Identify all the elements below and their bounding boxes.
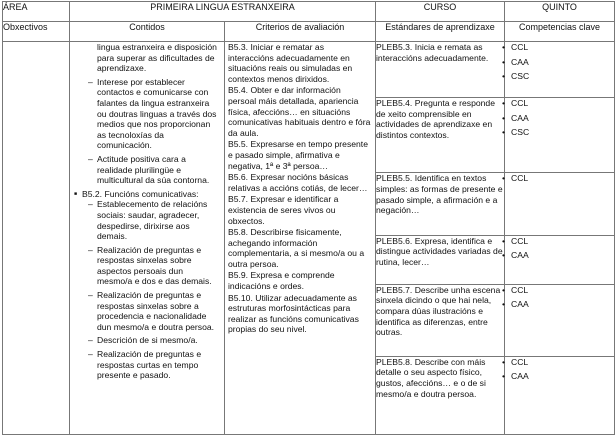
criterion-item: B5.4. Obter e dar información persoal máis detallada, apariencia física, afeccións… en situacións comunicativas habituais dentro e fóra da aula. [228,85,371,138]
competence-item: • CAA [505,57,614,68]
competence-item: • CAA [505,299,614,310]
column-header-row [3,22,615,42]
contents-cell [70,42,225,435]
col-contents: Contidos [70,22,225,42]
criterion-item: B5.9. Expresa e comprende indicacións e ordes. [228,270,335,292]
standard-cell: PLEB5.3. Inicia e remata as interaccións adecuadamente. [376,42,505,98]
area-label: ÁREA [3,2,70,22]
competence-item: • CCL [505,357,614,368]
competence-item: • CCL [505,98,614,109]
col-standards: Estándares de aprendizaxe [376,22,505,42]
criterion-item: B5.7. Expresar e identificar a existencia de seres vivos ou obxectos. [228,194,339,226]
contents-item: – Establecemento de relacións sociais: saudar, agradecer, despedirse, dirixirse aos demais. [97,199,220,241]
contents-item: – Interese por establecer contactos e comunicarse con falantes da lingua estranxeira ou doutras linguas a través dos medios que nos proporcionan as tecnoloxías da comunicación. [97,77,220,151]
competences-cell [505,98,615,173]
competence-item: • CAA [505,250,614,261]
criterion-item: B5.5. Expresarse en tempo presente e pasado simple, afirmativa e negativa, 1ª e 3ª persoa… [228,139,368,171]
criteria-cell [225,42,376,435]
standard-cell: PLEB5.5. Identifica en textos simples: as formas de presente e pasado simple, a afirmación e a negación… [376,173,505,236]
contents-item: – Actitude positiva cara a realidade plurilingüe e multicultural da súa contorna. [97,154,220,186]
criterion-item: B5.10. Utilizar adecuadamente as estruturas morfosintácticas para realizar as funcións comunicativas propias do seu nivel. [228,292,359,335]
curriculum-table [2,1,615,435]
header-row [3,2,615,22]
competence-item: • CCL [505,285,614,296]
standard-cell: PLEB5.4. Pregunta e responde de xeito comprensible en actividades de aprendizaxe en distintos contextos. [376,98,505,173]
competence-item: • CSC [505,71,614,82]
competence-item: • CSC [505,127,614,138]
competence-item: • CCL [505,42,614,53]
competence-item: • CCL [505,236,614,247]
contents-list-b [70,199,224,381]
competences-cell [505,42,615,98]
competence-item: • CCL [505,173,614,184]
competences-cell [505,356,615,434]
objectives-cell [3,42,70,435]
subject-title: PRIMEIRA LINGUA ESTRANXEIRA [70,2,376,22]
competence-item: • CAA [505,371,614,382]
course-value: QUINTO [505,2,615,22]
col-objectives: Obxectivos [3,22,70,42]
contents-block-title: ■ B5.2. Funcións comunicativas: [70,189,224,200]
competences-cell [505,284,615,356]
standard-cell: PLEB5.7. Describe unha escena sinxela dicindo o que hai nela, compara dúas ilustracións e identifica as diferenzas, entre outras. [376,284,505,356]
standard-cell: PLEB5.6. Expresa, identifica e distingue actividades variadas de rutina, lecer… [376,235,505,284]
contents-list-a [70,42,224,186]
criterion-item: B5.6. Expresar nocións básicas relativas a accións cotiás, de lecer… [228,172,368,193]
contents-item: – Realización de preguntas e respostas sinxelas sobre a procedencia e nacionalidade dun mesmo/a e doutra persoa. [97,290,220,332]
course-label: CURSO [376,2,505,22]
criterion-item: B5.8. Describirse fisicamente, achegando información complementaria, a si mesmo/a ou a outra persoa. [228,227,365,269]
competence-item: • CAA [505,113,614,124]
contents-item: – Realización de preguntas e respostas curtas en tempo presente e pasado. [97,349,220,381]
criterion-item: B5.3. Iniciar e rematar as interaccións adecuadamente en situacións reais ou simuladas en contextos menos dirixidos. [228,42,353,84]
contents-item: – Descrición de si mesmo/a. [97,335,220,346]
col-competences: Competencias clave [505,22,615,42]
competences-cell [505,173,615,236]
col-criteria: Criterios de avaliación [225,22,376,42]
standard-cell: PLEB5.8. Describe con máis detalle o seu aspecto físico, gustos, afeccións… e o de si mesmo/a e doutra persoa. [376,356,505,434]
contents-intro: lingua estranxeira e disposición para superar as dificultades de aprendizaxe. [97,42,217,74]
contents-item: – Realización de preguntas e respostas sinxelas sobre aspectos persoais dun mesmo/a e dos e das demais. [97,245,220,287]
competences-cell [505,235,615,284]
